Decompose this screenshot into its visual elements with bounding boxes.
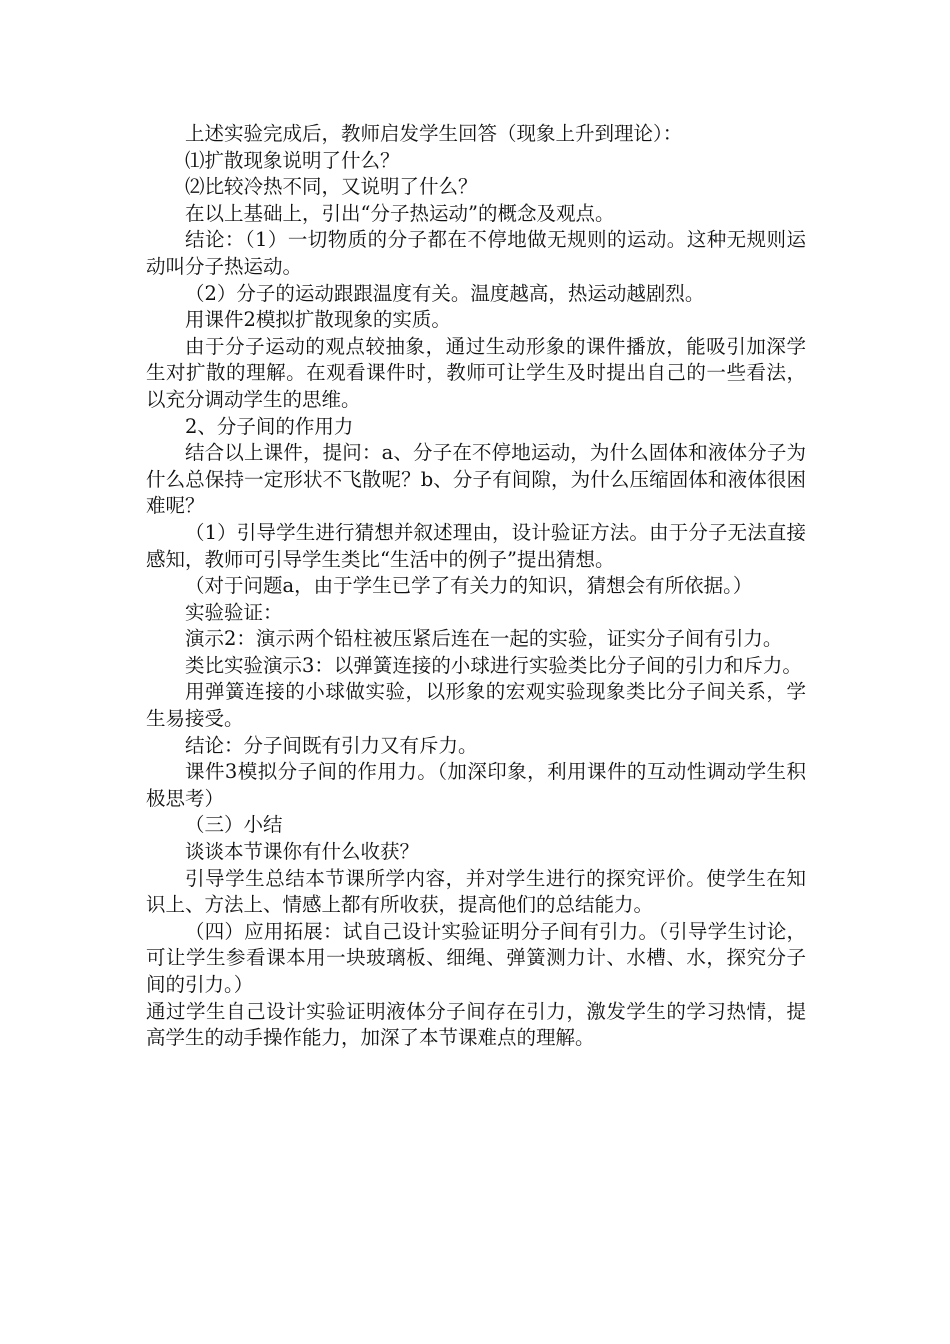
paragraph-summary-question: 谈谈本节课你有什么收获？ [185, 840, 420, 864]
paragraph-demo-3: 类比实验演示3：以弹簧连接的小球进行实验类比分子间的引力和斥力。 [185, 653, 802, 677]
document-body [146, 121, 806, 1052]
paragraph-guess-note: （对于问题a，由于学生已学了有关力的知识，猜想会有所依据。） [185, 574, 753, 598]
paragraph-courseware-3: 课件3模拟分子间的作用力。（加深印象，利用课件的互动性调动学生积极思考） [146, 760, 806, 810]
paragraph-application: （四）应用拓展：试自己设计实验证明分子间有引力。（引导学生讨论，可让学生参看课本用一块玻璃板、细绳、弹簧测力计、水槽、水，探究分子间的引力。） [146, 919, 806, 996]
paragraph-force-conclusion: 结论：分子间既有引力又有斥力。 [185, 733, 478, 757]
paragraph-conclusion-2: （2）分子的运动跟跟温度有关。温度越高，热运动越剧烈。 [185, 281, 705, 305]
paragraph-intro-question: 上述实验完成后，教师启发学生回答（现象上升到理论）： [185, 122, 683, 145]
paragraph-question-1: ⑴扩散现象说明了什么？ [185, 148, 400, 172]
paragraph-question-2: ⑵比较冷热不同，又说明了什么？ [185, 175, 478, 199]
paragraph-question-force: 结合以上课件，提问：a、分子在不停地运动，为什么固体和液体分子为什么总保持一定形状不飞散呢？b、分子有间隙，为什么压缩固体和液体很困难呢？ [146, 441, 806, 518]
paragraph-experiment-label: 实验验证： [185, 600, 283, 624]
paragraph-demo-2: 演示2：演示两个铅柱被压紧后连在一起的实验，证实分子间有引力。 [185, 627, 783, 651]
section-heading-intermolecular-force: 2、分子间的作用力 [185, 414, 354, 438]
paragraph-conclusion-1: 结论：（1）一切物质的分子都在不停地做无规则的运动。这种无规则运动叫分子热运动。 [146, 228, 806, 278]
paragraph-guess: （1）引导学生进行猜想并叙述理由，设计验证方法。由于分子无法直接感知，教师可引导学生类比“生活中的例子”提出猜想。 [146, 520, 806, 571]
paragraph-courseware-2: 用课件2模拟扩散现象的实质。 [185, 308, 451, 332]
paragraph-concept-intro: 在以上基础上，引出“分子热运动”的概念及观点。 [185, 201, 615, 225]
paragraph-courseware-explanation: 由于分子运动的观点较抽象，通过生动形象的课件播放，能吸引加深学生对扩散的理解。在观看课件时，教师可让学生及时提出自己的一些看法，以充分调动学生的思维。 [146, 334, 806, 411]
paragraph-spring-ball: 用弹簧连接的小球做实验，以形象的宏观实验现象类比分子间关系，学生易接受。 [146, 680, 806, 731]
paragraph-summary-guide: 引导学生总结本节课所学内容，并对学生进行的探究评价。使学生在知识上、方法上、情感上都有所收获，提高他们的总结能力。 [146, 866, 806, 917]
section-heading-summary: （三）小结 [185, 813, 283, 837]
paragraph-final: 通过学生自己设计实验证明液体分子间存在引力，激发学生的学习热情，提高学生的动手操作能力，加深了本节课难点的理解。 [146, 999, 806, 1050]
